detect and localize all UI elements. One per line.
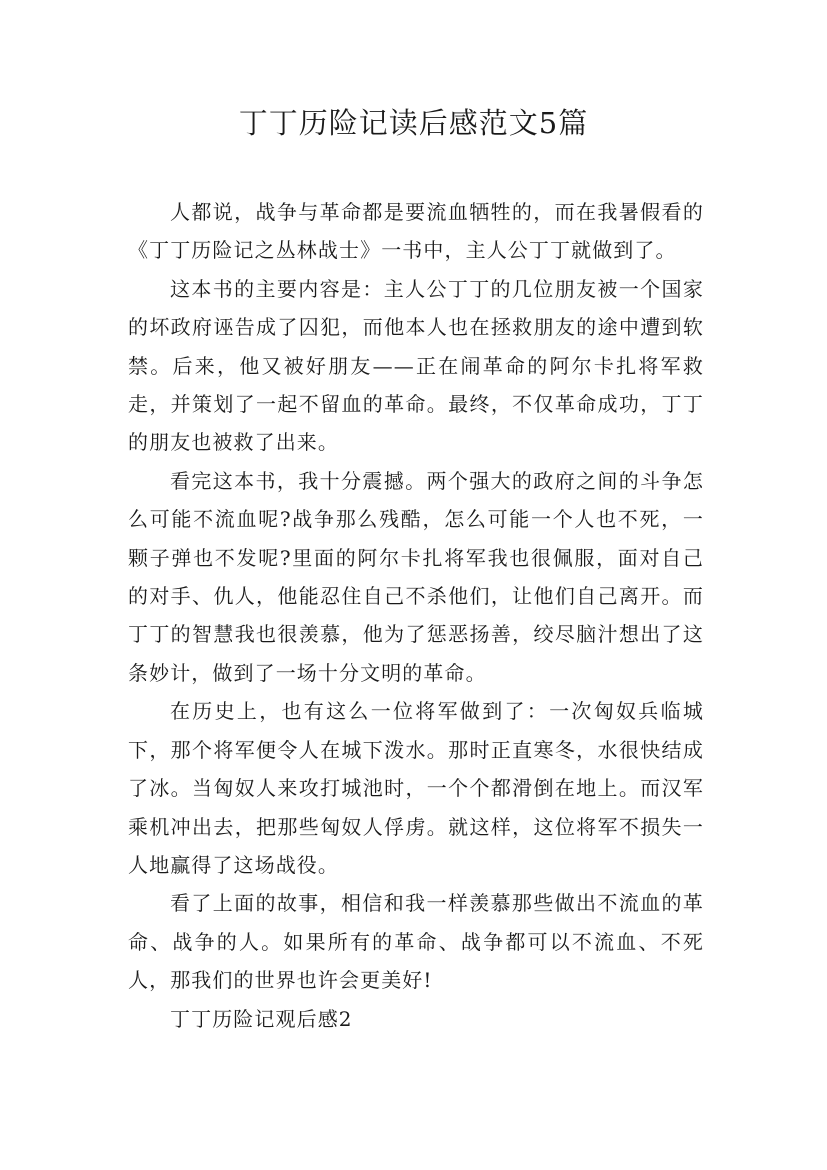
document-body	[128, 193, 704, 1038]
paragraph-3: 看完这本书，我十分震撼。两个强大的政府之间的斗争怎么可能不流血呢?战争那么残酷，怎么可能一个人也不死，一颗子弹也不发呢?里面的阿尔卡扎将军我也很佩服，面对自己的对手、仇人，他能忍住自己不杀他们，让他们自己离开。而丁丁的智慧我也很羡慕，他为了惩恶扬善，绞尽脑汁想出了这条妙计，做到了一场十分文明的革命。	[128, 468, 704, 685]
paragraph-1: 人都说，战争与革命都是要流血牺牲的，而在我暑假看的《丁丁历险记之丛林战士》一书中，主人公丁丁就做到了。	[128, 200, 704, 263]
paragraph-4: 在历史上，也有这么一位将军做到了：一次匈奴兵临城下，那个将军便令人在城下泼水。那时正直寒冬，水很快结成了冰。当匈奴人来攻打城池时，一个个都滑倒在地上。而汉军乘机冲出去，把那些匈奴人俘虏。就这样，这位将军不损失一人地赢得了这场战役。	[128, 699, 704, 877]
document-title: 丁丁历险记读后感范文5篇	[238, 106, 589, 140]
paragraph-5: 看了上面的故事，相信和我一样羡慕那些做出不流血的革命、战争的人。如果所有的革命、战争都可以不流血、不死人，那我们的世界也许会更美好!	[128, 891, 704, 993]
section-heading-2: 丁丁历险记观后感2	[170, 1006, 353, 1031]
paragraph-2: 这本书的主要内容是：主人公丁丁的几位朋友被一个国家的坏政府诬告成了囚犯，而他本人也在拯救朋友的途中遭到软禁。后来，他又被好朋友——正在闹革命的阿尔卡扎将军救走，并策划了一起不留血的革命。最终，不仅革命成功，丁丁的朋友也被救了出来。	[128, 276, 704, 455]
